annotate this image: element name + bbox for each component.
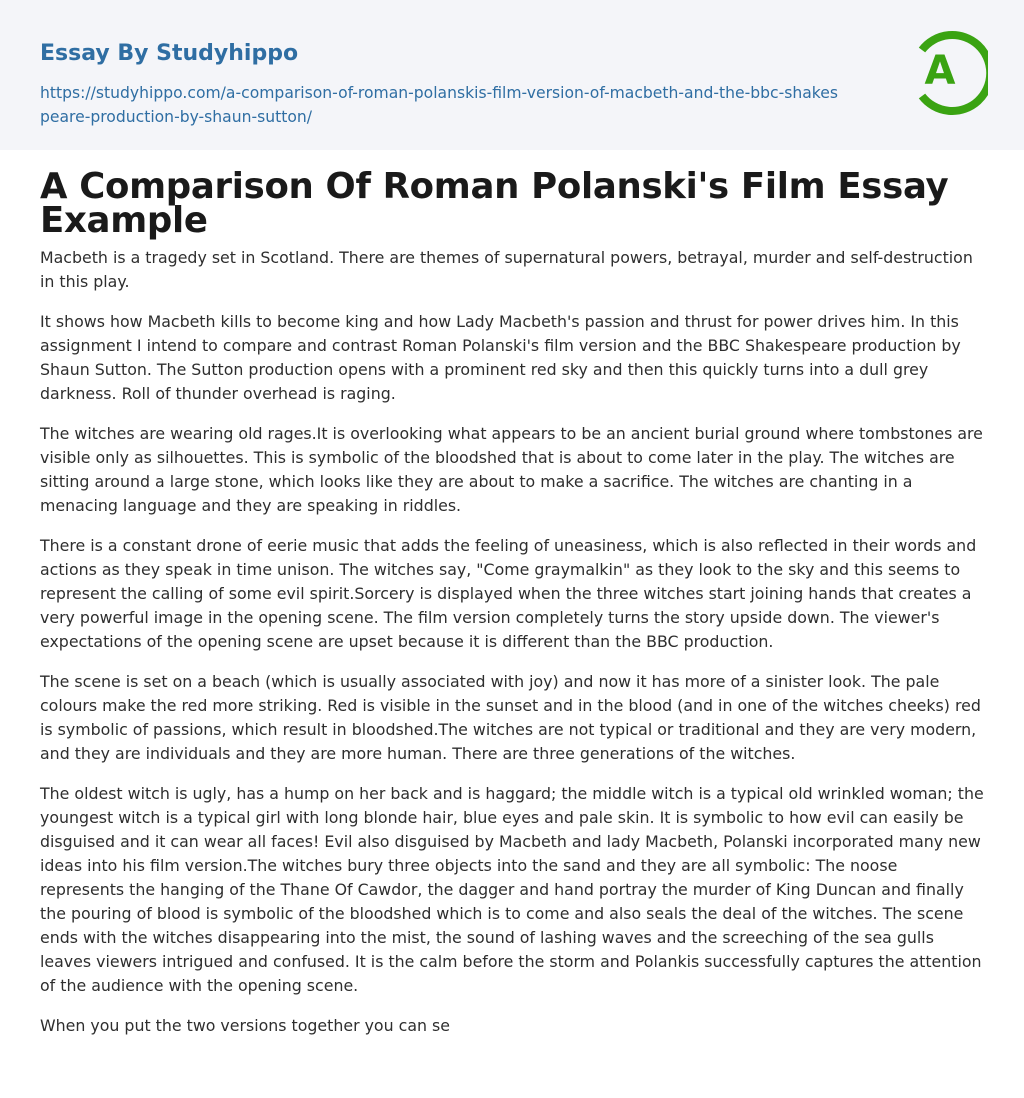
essay-paragraph: The witches are wearing old rages.It is overlooking what appears to be an ancient burial ground where tombstones are visible only as silhouettes. This is symbolic of the bloodshed that is about to come later in the play. The witches are sitting around a large stone, which looks like they are about to make a sacrifice. The witches are chanting in a menacing language and they are speaking in riddles. (40, 424, 983, 515)
studyhippo-logo-icon[interactable] (910, 28, 988, 118)
essay-paragraph: The scene is set on a beach (which is usually associated with joy) and now it has more of a sinister look. The pale colours make the red more striking. Red is visible in the sunset and in the blood (and in one of the witches cheeks) red is symbolic of passions, which result in bloodshed.The witches are not typical or traditional and they are very modern, and they are individuals and they are more human. There are three generations of the witches. (40, 672, 981, 763)
essay-paragraph: Macbeth is a tragedy set in Scotland. There are themes of supernatural powers, betrayal, murder and self-destruction in this play. (40, 248, 973, 291)
essay-paragraph: There is a constant drone of eerie music that adds the feeling of uneasiness, which is also reflected in their words and actions as they speak in time unison. The witches say, "Come graymalkin" as they look to the sky and this seems to represent the calling of some evil spirit.Sorcery is displayed when the three witches start joining hands that creates a very powerful image in the opening scene. The film version completely turns the story upside down. The viewer's expectations of the opening scene are upset because it is different than the BBC production. (40, 536, 977, 651)
essay-paragraph: The oldest witch is ugly, has a hump on her back and is haggard; the middle witch is a typical old wrinkled woman; the youngest witch is a typical girl with long blonde hair, blue eyes and pale skin. It is symbolic to how evil can easily be disguised and it can wear all faces! Evil also disguised by Macbeth and lady Macbeth, Polanski incorporated many new ideas into his film version.The witches bury three objects into the sand and they are all symbolic: The noose represents the hanging of the Thane Of Cawdor, the dagger and hand portray the murder of King Duncan and finally the pouring of blood is symbolic of the bloodshed which is to come and also seals the deal of the witches. The scene ends with the witches disappearing into the mist, the sound of lashing waves and the screeching of the sea gulls leaves viewers intrigued and confused. It is the calm before the storm and Polankis successfully captures the attention of the audience with the opening scene. (40, 784, 984, 995)
essay-paragraph: When you put the two versions together you can se (40, 1016, 450, 1035)
essay-paragraph: It shows how Macbeth kills to become king and how Lady Macbeth's passion and thrust for power drives him. In this assignment I intend to compare and contrast Roman Polanski's film version and the BBC Shakespeare production by Shaun Sutton. The Sutton production opens with a prominent red sky and then this quickly turns into a dull grey darkness. Roll of thunder overhead is raging. (40, 312, 961, 403)
article (0, 166, 1024, 1038)
essay-body (40, 246, 984, 1038)
page-title: A Comparison Of Roman Polanski's Film Essay Example (40, 166, 949, 241)
brand-link[interactable]: Essay By Studyhippo (40, 41, 299, 66)
page-header (0, 0, 1024, 150)
logo-letter: A (924, 48, 956, 94)
source-url-link[interactable]: https://studyhippo.com/a-comparison-of-roman-polanskis-film-version-of-macbeth-and-the-bbc-shakespeare-production-by-shaun-sutton/ (40, 84, 838, 126)
